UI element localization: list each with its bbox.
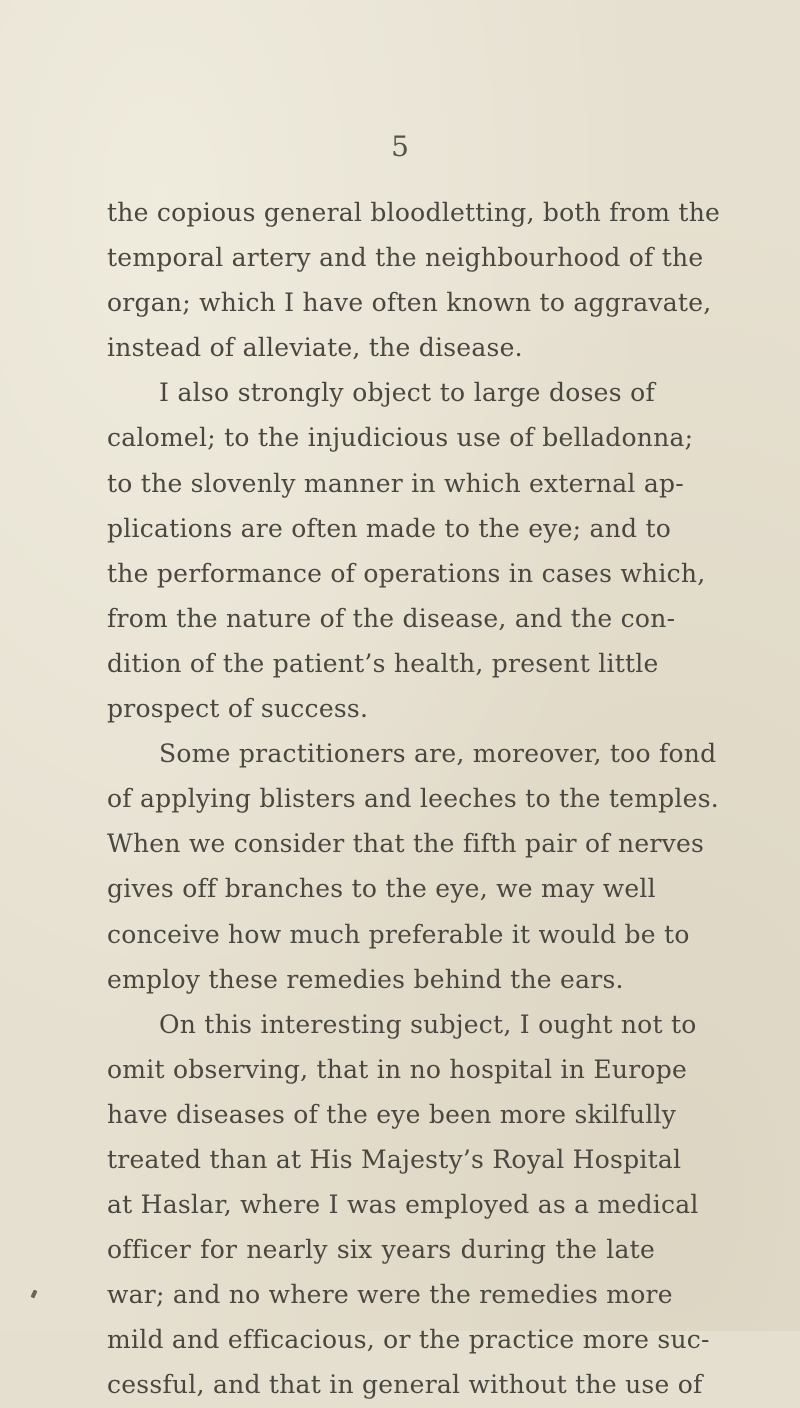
- text-line: of applying blisters and leeches to the temples.: [107, 784, 719, 814]
- text-line: the performance of operations in cases which,: [107, 558, 706, 588]
- text-line: omit observing, that in no hospital in Europe: [107, 1054, 687, 1084]
- text-line: conceive how much preferable it would be to: [107, 919, 690, 949]
- text-line: When we consider that the fifth pair of nerves: [107, 829, 705, 859]
- text-line: at Haslar, where I was employed as a medical: [107, 1190, 699, 1220]
- text-line: gives off branches to the eye, we may well: [107, 874, 656, 904]
- text-line: dition of the patient’s health, present little: [107, 648, 659, 678]
- text-line: organ; which I have often known to aggravate,: [107, 288, 712, 318]
- text-line: temporal artery and the neighbourhood of the: [107, 243, 704, 273]
- text-line: have diseases of the eye been more skilfully: [107, 1099, 677, 1129]
- page-number: 5: [391, 130, 409, 163]
- text-line: treated than at His Majesty’s Royal Hospital: [107, 1144, 682, 1174]
- text-line: cessful, and that in general without the use of: [107, 1370, 703, 1400]
- text-line: officer for nearly six years during the late: [107, 1235, 655, 1265]
- paragraph-start-line: Some practitioners are, moreover, too fond: [159, 739, 717, 769]
- text-line: to the slovenly manner in which external ap-: [107, 468, 684, 498]
- paragraph-start-line: On this interesting subject, I ought not to: [159, 1009, 697, 1039]
- body-text: [107, 190, 721, 1408]
- text-line: employ these remedies behind the ears.: [107, 964, 624, 994]
- text-line: from the nature of the disease, and the con-: [107, 603, 676, 633]
- ink-speck: [30, 1290, 37, 1299]
- text-line: mild and efficacious, or the practice more suc-: [107, 1325, 710, 1355]
- text-line: plications are often made to the eye; and to: [107, 513, 672, 543]
- paragraph-start-line: I also strongly object to large doses of: [159, 378, 655, 408]
- text-line: calomel; to the injudicious use of belladonna;: [107, 423, 694, 453]
- text-line: the copious general bloodletting, both from the: [107, 198, 721, 227]
- text-line: prospect of success.: [107, 694, 369, 724]
- text-line: instead of alleviate, the disease.: [107, 333, 523, 363]
- text-line: war; and no where were the remedies more: [107, 1280, 673, 1310]
